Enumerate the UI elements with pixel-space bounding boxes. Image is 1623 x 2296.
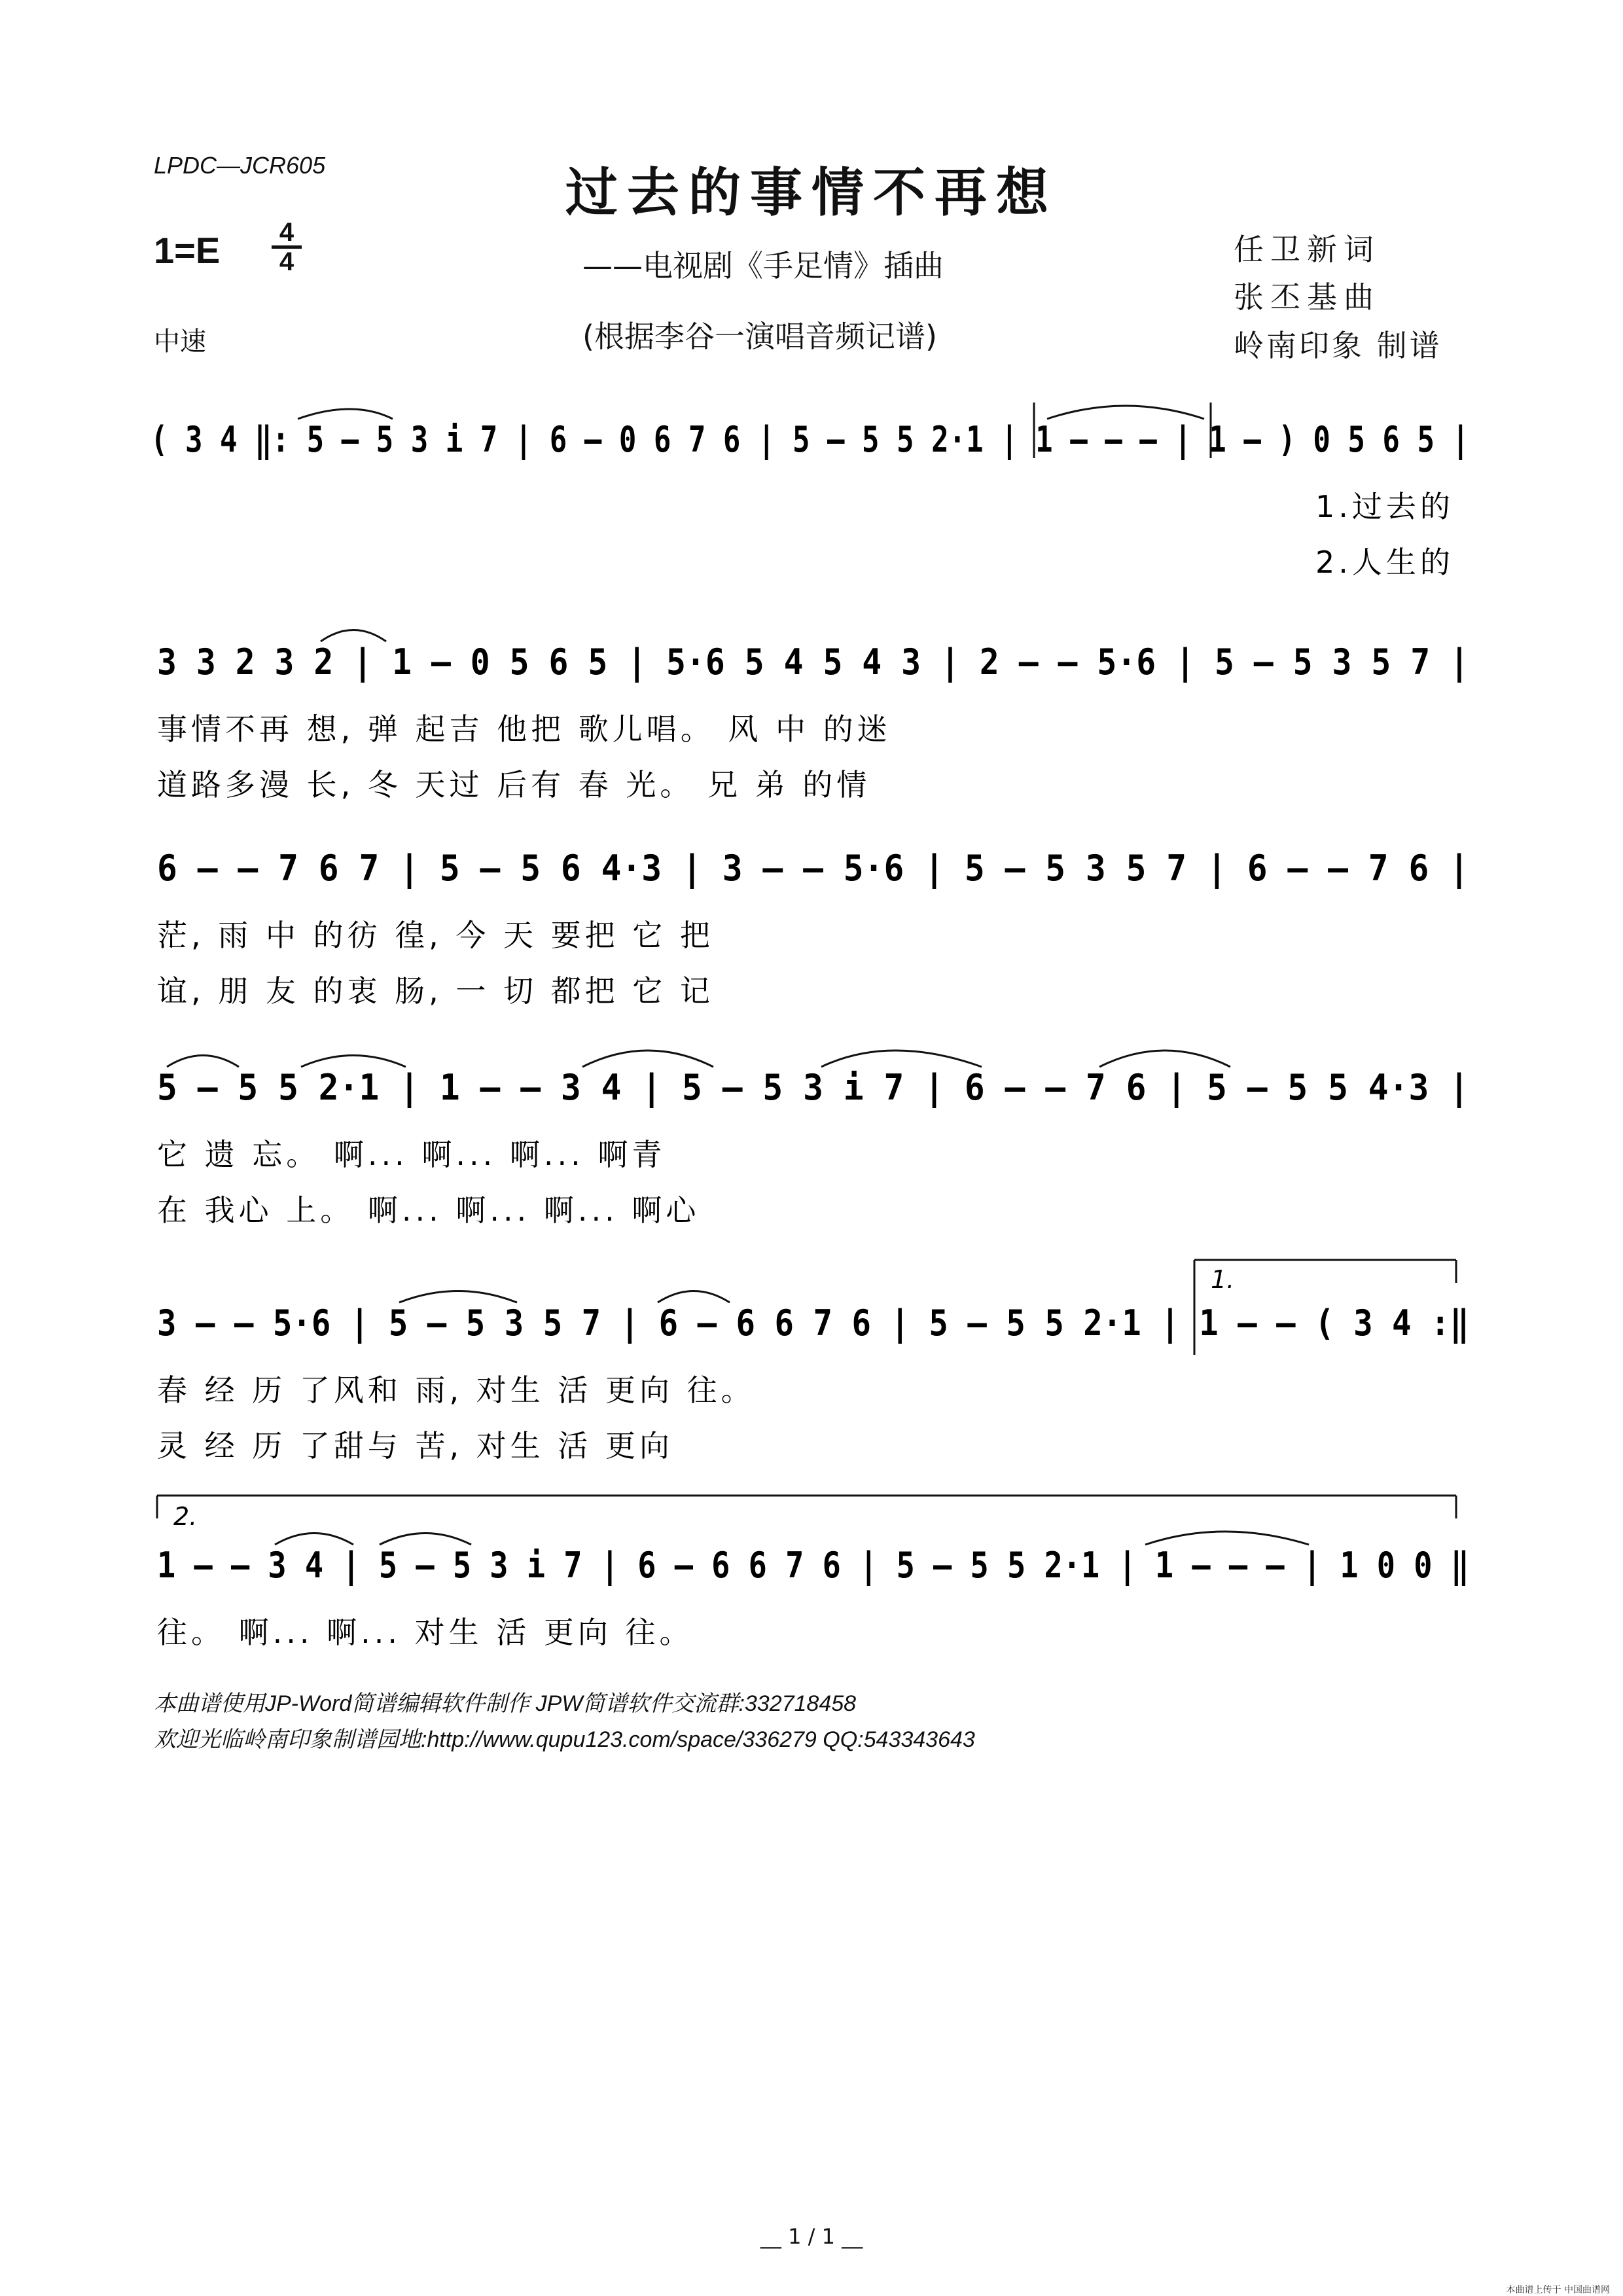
lyric-line-1: 事情不再 想, 弹 起吉 他把 歌儿唱。 风 中 的迷 xyxy=(157,711,891,747)
composer-credit: 张丕基曲 xyxy=(1234,279,1380,315)
score-code: LPDC—JCR605 xyxy=(154,152,326,179)
lyric-line-2: 谊, 朋 友 的衷 肠, 一 切 都把 它 记 xyxy=(157,973,714,1009)
lyric-line-1: 春 经 历 了风和 雨, 对生 活 更向 往。 xyxy=(157,1372,755,1408)
time-signature-bottom: 4 xyxy=(279,247,294,276)
footer-line-1: 本曲谱使用JP-Word简谱编辑软件制作 JPW简谱软件交流群:332718458 xyxy=(154,1691,857,1716)
subtitle: ——电视剧《手足情》插曲 xyxy=(582,248,944,283)
first-ending-label: 1. xyxy=(1211,1265,1235,1294)
source-note: (根据李谷一演唱音频记谱) xyxy=(582,319,937,354)
system-notes: 3 3 2 3 2 | 1 – 0 5 6 5 | 5·6 5 4 5 4 3 | 2 – – 5·6 | 5 – 5 3 5 7 | xyxy=(157,641,1469,683)
lyric-line-2: 2.人生的 xyxy=(1315,545,1454,580)
system-3 xyxy=(157,848,1469,1009)
lyric-line-1: 往。 啊... 啊... 对生 活 更向 往。 xyxy=(157,1615,694,1650)
system-6 xyxy=(157,1496,1469,1650)
lyric-line-1: 茫, 雨 中 的彷 徨, 今 天 要把 它 把 xyxy=(157,918,714,953)
time-signature-top: 4 xyxy=(272,219,302,249)
lyric-line-2: 灵 经 历 了甜与 苦, 对生 活 更向 xyxy=(157,1428,673,1463)
upload-stamp: 本曲谱上传于 中国曲谱网 xyxy=(1506,2285,1610,2295)
page-number: __ 1 / 1 __ xyxy=(760,2224,863,2249)
lyric-line-1: 它 遗 忘。 啊... 啊... 啊... 啊青 xyxy=(157,1137,666,1172)
tempo-marking: 中速 xyxy=(154,327,206,357)
system-notes: 6 – – 7 6 7 | 5 – 5 6 4·3 | 3 – – 5·6 | 5 – 5 3 5 7 | 6 – – 7 6 | xyxy=(157,848,1469,889)
arranger-credit: 岭南印象 制谱 xyxy=(1234,328,1442,363)
system-notes: 5 – 5 5 2·1 | 1 – – 3 4 | 5 – 5 3 i 7 | 6 – – 7 6 | 5 – 5 5 4·3 | xyxy=(157,1067,1469,1108)
system-2 xyxy=(157,630,1469,803)
second-ending-label: 2. xyxy=(173,1502,198,1531)
lyric-line-2: 道路多漫 长, 冬 天过 后有 春 光。 兄 弟 的情 xyxy=(157,767,871,802)
lyric-line-2: 在 我心 上。 啊... 啊... 啊... 啊心 xyxy=(157,1193,700,1228)
system-1 xyxy=(151,403,1469,580)
system-5 xyxy=(157,1260,1469,1463)
system-4 xyxy=(157,1050,1469,1228)
key-signature: 1=E xyxy=(154,230,221,271)
lyric-line-1: 1.过去的 xyxy=(1315,489,1454,524)
footer-line-2: 欢迎光临岭南印象制谱园地:http://www.qupu123.com/space/336279 QQ:543343643 xyxy=(154,1727,975,1752)
system-notes: ( 3 4 ‖: 5 – 5 3 i 7 | 6 – 0 6 7 6 | 5 – 5 5 2·1 | 1 – – – | 1 – ) 0 5 6 5 | xyxy=(151,419,1469,460)
lyricist-credit: 任卫新词 xyxy=(1234,232,1380,267)
system-notes: 1 – – 3 4 | 5 – 5 3 i 7 | 6 – 6 6 7 6 | 5 – 5 5 2·1 | 1 – – – | 1 0 0 ‖ xyxy=(157,1545,1469,1586)
system-notes: 3 – – 5·6 | 5 – 5 3 5 7 | 6 – 6 6 7 6 | 5 – 5 5 2·1 | 1 – – ( 3 4 :‖ xyxy=(157,1302,1469,1344)
song-title: 过去的事情不再想 xyxy=(565,162,1058,223)
